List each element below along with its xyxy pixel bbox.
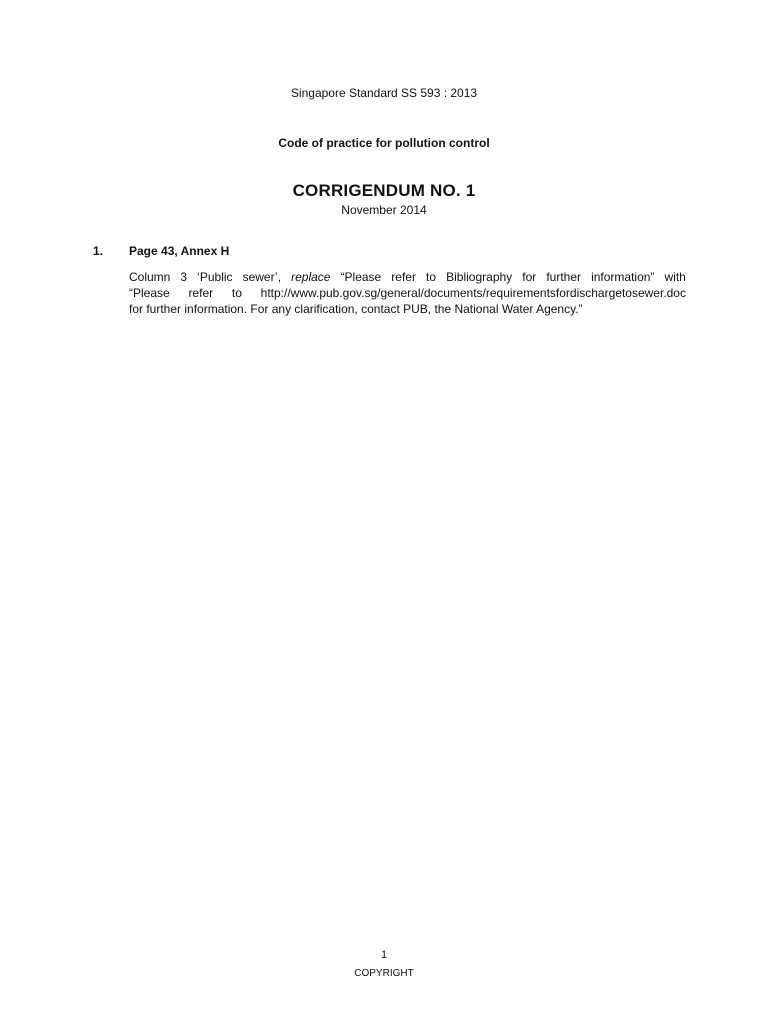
copyright-notice: COPYRIGHT bbox=[354, 968, 414, 979]
word: refer bbox=[391, 270, 416, 284]
item-number: 1. bbox=[93, 244, 104, 258]
item-body-line-3: for further information. For any clarification, contact PUB, the National Water Agency.” bbox=[129, 302, 583, 316]
word: to bbox=[231, 286, 242, 300]
word: to bbox=[426, 270, 437, 284]
word: further bbox=[546, 270, 581, 284]
word: 3 bbox=[180, 270, 188, 284]
word: with bbox=[664, 270, 686, 284]
item-body bbox=[129, 269, 686, 317]
document-date: November 2014 bbox=[341, 203, 427, 217]
requirements-url: http://www.pub.gov.sg/general/documents/requirementsfordischargetosewer.doc bbox=[260, 286, 686, 300]
word: for bbox=[522, 270, 537, 284]
item-body-line-2 bbox=[129, 285, 686, 301]
word: Bibliography bbox=[446, 270, 513, 284]
standard-reference: Singapore Standard SS 593 : 2013 bbox=[290, 86, 478, 100]
item-heading: Page 43, Annex H bbox=[129, 244, 230, 258]
item-body-line-1 bbox=[129, 269, 686, 285]
word: ‘Public bbox=[197, 270, 233, 284]
replace-keyword: replace bbox=[291, 270, 331, 284]
word: Column bbox=[129, 270, 171, 284]
word: information” bbox=[591, 270, 655, 284]
word: refer bbox=[188, 286, 214, 300]
document-subtitle: Code of practice for pollution control bbox=[278, 136, 490, 150]
word: “Please bbox=[129, 286, 170, 300]
word: “Please bbox=[340, 270, 382, 284]
page-number: 1 bbox=[380, 949, 388, 961]
word: sewer’, bbox=[242, 270, 282, 284]
document-title: CORRIGENDUM NO. 1 bbox=[292, 181, 476, 200]
